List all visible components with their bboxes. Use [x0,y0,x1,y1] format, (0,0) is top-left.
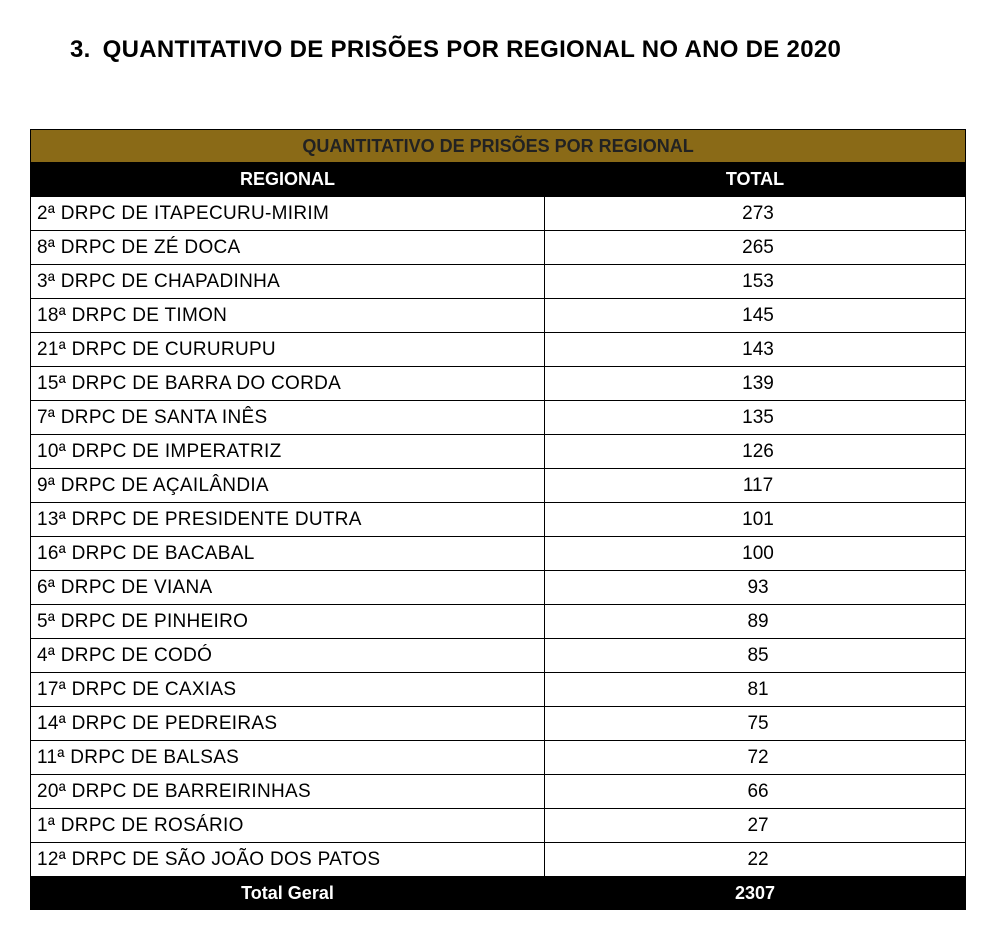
regional-cell: 10ª DRPC DE IMPERATRIZ [31,435,545,469]
total-cell: 75 [545,707,966,741]
table-row [31,707,966,741]
regional-cell: 8ª DRPC DE ZÉ DOCA [31,231,545,265]
total-cell: 145 [545,299,966,333]
regional-cell: 2ª DRPC DE ITAPECURU-MIRIM [31,197,545,231]
table-row [31,809,966,843]
total-cell: 101 [545,503,966,537]
table-row [31,503,966,537]
regional-cell: 3ª DRPC DE CHAPADINHA [31,265,545,299]
total-cell: 100 [545,537,966,571]
table-row [31,673,966,707]
table-row [31,741,966,775]
table-row [31,299,966,333]
total-cell: 153 [545,265,966,299]
table-row [31,367,966,401]
total-cell: 72 [545,741,966,775]
total-cell: 143 [545,333,966,367]
total-cell: 117 [545,469,966,503]
section-number: 3. [70,36,91,63]
regional-cell: 15ª DRPC DE BARRA DO CORDA [31,367,545,401]
total-value: 2307 [545,877,966,910]
regional-cell: 16ª DRPC DE BACABAL [31,537,545,571]
regional-cell: 13ª DRPC DE PRESIDENTE DUTRA [31,503,545,537]
total-cell: 135 [545,401,966,435]
total-row [31,877,966,910]
table-row [31,843,966,877]
regional-cell: 20ª DRPC DE BARREIRINHAS [31,775,545,809]
total-cell: 81 [545,673,966,707]
section-title: QUANTITATIVO DE PRISÕES POR REGIONAL NO ANO DE 2020 [102,36,842,63]
table-row [31,401,966,435]
table-row [31,775,966,809]
table-row [31,639,966,673]
column-header-total: TOTAL [545,163,966,197]
total-cell: 265 [545,231,966,265]
total-cell: 273 [545,197,966,231]
regional-cell: 11ª DRPC DE BALSAS [31,741,545,775]
section-heading [70,36,841,64]
regional-cell: 9ª DRPC DE AÇAILÂNDIA [31,469,545,503]
regional-cell: 12ª DRPC DE SÃO JOÃO DOS PATOS [31,843,545,877]
total-cell: 22 [545,843,966,877]
table-row [31,537,966,571]
table-row [31,231,966,265]
table-body [31,197,966,877]
table-row [31,197,966,231]
total-cell: 126 [545,435,966,469]
regional-cell: 1ª DRPC DE ROSÁRIO [31,809,545,843]
prisoes-table-container [30,129,965,910]
total-cell: 85 [545,639,966,673]
total-cell: 89 [545,605,966,639]
table-row [31,571,966,605]
total-cell: 66 [545,775,966,809]
table-caption: QUANTITATIVO DE PRISÕES POR REGIONAL [31,130,966,163]
table-row [31,333,966,367]
total-cell: 27 [545,809,966,843]
total-cell: 93 [545,571,966,605]
regional-cell: 7ª DRPC DE SANTA INÊS [31,401,545,435]
regional-cell: 4ª DRPC DE CODÓ [31,639,545,673]
regional-cell: 5ª DRPC DE PINHEIRO [31,605,545,639]
table-row [31,435,966,469]
total-cell: 139 [545,367,966,401]
regional-cell: 21ª DRPC DE CURURUPU [31,333,545,367]
regional-cell: 17ª DRPC DE CAXIAS [31,673,545,707]
table-row [31,605,966,639]
regional-cell: 14ª DRPC DE PEDREIRAS [31,707,545,741]
column-header-regional: REGIONAL [31,163,545,197]
table-caption-row [31,130,966,163]
table-row [31,469,966,503]
regional-cell: 6ª DRPC DE VIANA [31,571,545,605]
table-row [31,265,966,299]
total-label: Total Geral [31,877,545,910]
table-header-row [31,163,966,197]
regional-cell: 18ª DRPC DE TIMON [31,299,545,333]
prisoes-table [30,129,966,910]
